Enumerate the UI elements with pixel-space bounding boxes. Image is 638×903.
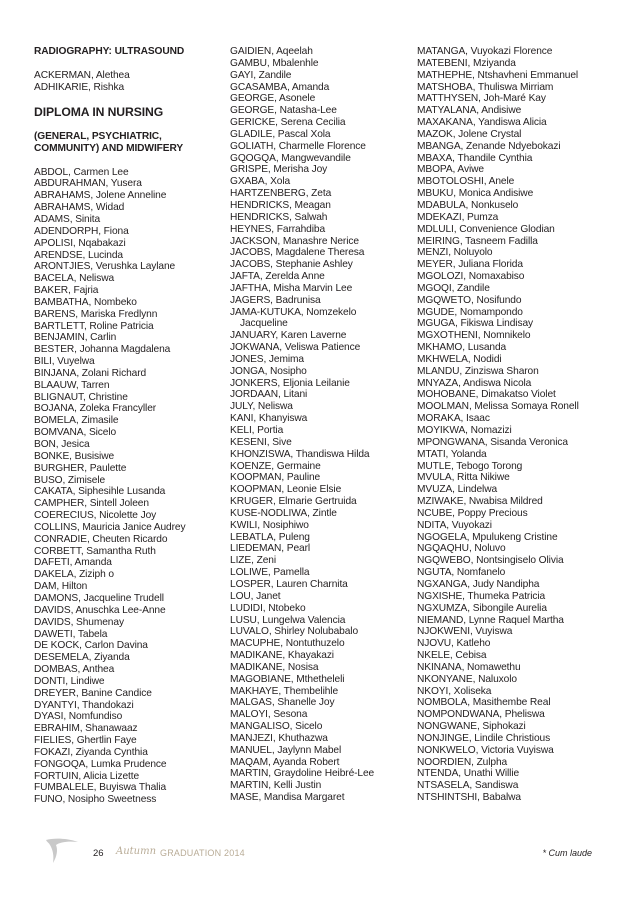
graduate-name: HARTZENBERG, Zeta bbox=[230, 188, 332, 200]
graduate-name: NCUBE, Poppy Precious bbox=[417, 507, 528, 519]
graduate-name: ACKERMAN, Alethea bbox=[34, 69, 130, 81]
graduate-name: ADHIKARIE, Rishka bbox=[34, 81, 125, 93]
graduate-name: MKHWELA, Nodidi bbox=[417, 353, 502, 365]
graduate-name: MVULA, Ritta Nikiwe bbox=[417, 472, 510, 484]
graduate-name: NKONYANE, Naluxolo bbox=[417, 673, 517, 685]
graduate-name: NONKWELO, Victoria Vuyiswa bbox=[417, 744, 554, 756]
graduate-name: BARTLETT, Roline Patricia bbox=[34, 320, 154, 332]
graduate-name: JONES, Jemima bbox=[230, 353, 304, 365]
graduate-name: FORTUIN, Alicia Lizette bbox=[34, 770, 140, 782]
graduate-name: MANJEZI, Khuthazwa bbox=[230, 732, 328, 744]
graduate-name: GCASAMBA, Amanda bbox=[230, 81, 330, 93]
graduate-name: GLADILE, Pascal Xola bbox=[230, 128, 331, 140]
graduate-name: FUMBALELE, Buyiswa Thalia bbox=[34, 782, 167, 794]
graduate-name: MDEKAZI, Pumza bbox=[417, 211, 499, 223]
graduate-name: MBAXA, Thandile Cynthia bbox=[417, 152, 533, 164]
graduate-name: MTATI, Yolanda bbox=[417, 448, 487, 460]
brand-graduation-text: GRADUATION 2014 bbox=[160, 848, 245, 858]
graduate-name: JACKSON, Manashre Nerice bbox=[230, 235, 359, 247]
graduate-name: ARENDSE, Lucinda bbox=[34, 249, 123, 261]
graduate-name: HENDRICKS, Meagan bbox=[230, 199, 331, 211]
graduate-name: HENDRICKS, Salwah bbox=[230, 211, 328, 223]
graduate-name: MAXAKANA, Yandiswa Alicia bbox=[417, 117, 547, 129]
graduate-name: DESEMELA, Ziyanda bbox=[34, 652, 130, 664]
graduate-name: BINJANA, Zolani Richard bbox=[34, 367, 147, 379]
graduate-name: JONKERS, Eljonia Leilanie bbox=[230, 377, 350, 389]
graduate-name: NIEMAND, Lynne Raquel Martha bbox=[417, 614, 564, 626]
graduate-name: KUSE-NODLIWA, Zintle bbox=[230, 507, 337, 519]
graduate-name: MPONGWANA, Sisanda Veronica bbox=[417, 436, 568, 448]
graduate-name: BONKE, Busisiwe bbox=[34, 450, 115, 462]
graduate-name: MATTHYSEN, Joh-Maré Kay bbox=[417, 93, 546, 105]
graduate-name: ABDOL, Carmen Lee bbox=[34, 166, 129, 178]
graduate-name: MATYALANA, Andisiwe bbox=[417, 105, 522, 117]
graduate-name: LOSPER, Lauren Charnita bbox=[230, 578, 348, 590]
graduate-name: JAFTA, Zerelda Anne bbox=[230, 271, 325, 283]
graduate-name: BILI, Vuyelwa bbox=[34, 356, 95, 368]
section-heading: (GENERAL, PSYCHIATRIC, bbox=[34, 131, 162, 143]
graduate-name: HEYNES, Farrahdiba bbox=[230, 223, 326, 235]
graduate-name: KWILI, Nosiphiwo bbox=[230, 519, 309, 531]
graduate-name: JULY, Neliswa bbox=[230, 401, 293, 413]
graduate-name: BACELA, Neliswa bbox=[34, 273, 115, 285]
graduate-name: MVUZA, Lindelwa bbox=[417, 484, 498, 496]
graduate-name: BURGHER, Paulette bbox=[34, 462, 127, 474]
graduate-name: MGOQI, Zandile bbox=[417, 282, 490, 294]
graduate-name: MATHEPHE, Ntshavheni Emmanuel bbox=[417, 69, 579, 81]
graduate-name: MBOTOLOSHI, Anele bbox=[417, 176, 515, 188]
graduate-name: LOLIWE, Pamella bbox=[230, 567, 310, 579]
graduate-name: MBUKU, Monica Andisiwe bbox=[417, 188, 534, 200]
names-column-2 bbox=[230, 46, 416, 804]
graduate-name: GAIDIEN, Aqeelah bbox=[230, 46, 313, 57]
graduate-name: MALGAS, Shanelle Joy bbox=[230, 697, 335, 709]
graduate-name: ARONTJIES, Verushka Laylane bbox=[34, 261, 176, 273]
graduate-name: MENZI, Noluyolo bbox=[417, 247, 493, 259]
graduate-name: MASE, Mandisa Margaret bbox=[230, 792, 345, 804]
names-column-1 bbox=[34, 46, 220, 806]
graduate-name: LIZE, Zeni bbox=[230, 555, 276, 567]
graduate-name: NDITA, Vuyokazi bbox=[417, 519, 492, 531]
graduate-name: LEBATLA, Puleng bbox=[230, 531, 310, 543]
graduate-name: DONTI, Lindiwe bbox=[34, 675, 105, 687]
graduate-name: NOORDIEN, Zulpha bbox=[417, 756, 508, 768]
brand-swoosh-icon bbox=[44, 836, 80, 866]
graduate-name: NKOYI, Xoliseka bbox=[417, 685, 492, 697]
graduate-name: MOYIKWA, Nomazizi bbox=[417, 425, 512, 436]
graduate-name: JANUARY, Karen Laverne bbox=[230, 330, 347, 342]
graduate-name: MAKHAYE, Thembelihle bbox=[230, 685, 339, 697]
graduate-name: MADIKANE, Nosisa bbox=[230, 661, 319, 673]
graduate-name: KELI, Portia bbox=[230, 425, 284, 436]
graduate-name: GQOGQA, Mangwevandile bbox=[230, 152, 351, 164]
graduate-name: JACOBS, Stephanie Ashley bbox=[230, 259, 353, 271]
graduate-name: BAKER, Fajria bbox=[34, 285, 99, 297]
graduate-name: DYASI, Nomfundiso bbox=[34, 711, 123, 723]
graduate-name: MGUDE, Nomampondo bbox=[417, 306, 523, 318]
graduate-name: DAWETI, Tabela bbox=[34, 628, 108, 640]
graduate-name: MORAKA, Isaac bbox=[417, 413, 490, 425]
spacer bbox=[34, 155, 220, 167]
section-heading: RADIOGRAPHY: ULTRASOUND bbox=[34, 46, 185, 57]
graduate-name: APOLISI, Nqabakazi bbox=[34, 237, 126, 249]
graduate-name: NTSASELA, Sandiswa bbox=[417, 780, 519, 792]
graduate-name: CONRADIE, Cheuten Ricardo bbox=[34, 533, 168, 545]
graduate-name: ABDURAHMAN, Yusera bbox=[34, 178, 142, 190]
graduate-name: BLAAUW, Tarren bbox=[34, 379, 110, 391]
cum-laude-footnote: * Cum laude bbox=[542, 848, 592, 858]
graduate-name: NGOGELA, Mpulukeng Cristine bbox=[417, 531, 558, 543]
graduate-name: KOOPMAN, Pauline bbox=[230, 472, 321, 484]
graduate-name: MDABULA, Nonkuselo bbox=[417, 199, 519, 211]
graduate-name: GRISPE, Merisha Joy bbox=[230, 164, 328, 176]
section-heading: DIPLOMA IN NURSING bbox=[34, 105, 164, 120]
graduate-name: MUTLE, Tebogo Torong bbox=[417, 460, 523, 472]
graduate-name: NJOVU, Katleho bbox=[417, 638, 491, 650]
graduate-name: MOOLMAN, Melissa Somaya Ronell bbox=[417, 401, 579, 413]
graduate-name: NGXUMZA, Sibongile Aurelia bbox=[417, 602, 547, 614]
graduate-name: MALOYI, Sesona bbox=[230, 709, 308, 721]
graduate-name: LUVALO, Shirley Nolubabalo bbox=[230, 626, 359, 638]
graduate-name: FUNO, Nosipho Sweetness bbox=[34, 794, 157, 806]
graduate-name: BENJAMIN, Carlin bbox=[34, 332, 117, 344]
graduate-name: NOMBOLA, Masithembe Real bbox=[417, 697, 551, 709]
graduate-name: MOHOBANE, Dimakatso Violet bbox=[417, 389, 556, 401]
graduate-name: NGQWEBO, Nontsingiselo Olivia bbox=[417, 555, 564, 567]
graduate-name: FIELIES, Ghertlin Faye bbox=[34, 735, 137, 747]
graduate-name: MATANGA, Vuyokazi Florence bbox=[417, 46, 553, 57]
graduate-name: JORDAAN, Litani bbox=[230, 389, 308, 401]
graduate-name: JAFTHA, Misha Marvin Lee bbox=[230, 282, 353, 294]
graduate-name: NGXANGA, Judy Nandipha bbox=[417, 578, 540, 590]
graduate-name: LUSU, Lungelwa Valencia bbox=[230, 614, 346, 626]
graduate-name: NOMPONDWANA, Pheliswa bbox=[417, 709, 545, 721]
graduate-name: MARTIN, Kelli Justin bbox=[230, 780, 322, 792]
graduate-name: BARENS, Mariska Fredlynn bbox=[34, 308, 158, 320]
graduate-name: NGUTA, Nomfanelo bbox=[417, 567, 506, 579]
graduate-name: NGXISHE, Thumeka Patricia bbox=[417, 590, 546, 602]
graduate-name: GAYI, Zandile bbox=[230, 69, 292, 81]
graduate-name: MADIKANE, Khayakazi bbox=[230, 650, 334, 662]
section-heading: COMMUNITY) AND MIDWIFERY bbox=[34, 142, 184, 154]
graduate-name: FOKAZI, Ziyanda Cynthia bbox=[34, 746, 148, 758]
graduate-name: Jacqueline bbox=[240, 318, 288, 330]
graduate-name: DOMBAS, Anthea bbox=[34, 664, 115, 676]
page-number: 26 bbox=[93, 848, 104, 859]
graduate-name: JAMA-KUTUKA, Nomzekelo bbox=[230, 306, 357, 318]
graduate-name: MAQAM, Ayanda Robert bbox=[230, 756, 340, 768]
graduate-name: MBANGA, Zenande Ndyebokazi bbox=[417, 140, 561, 152]
graduate-name: JAGERS, Badrunisa bbox=[230, 294, 321, 306]
graduate-name: NONJINGE, Lindile Christious bbox=[417, 732, 551, 744]
page-footer bbox=[0, 836, 638, 866]
graduate-name: GEORGE, Natasha-Lee bbox=[230, 105, 337, 117]
graduate-name: COERECIUS, Nicolette Joy bbox=[34, 510, 157, 522]
graduate-name: GOLIATH, Charmelle Florence bbox=[230, 140, 366, 152]
graduate-name: MACUPHE, Nontuthuzelo bbox=[230, 638, 345, 650]
graduate-name: DAKELA, Ziziph o bbox=[34, 569, 114, 581]
graduate-name: NKINANA, Nomawethu bbox=[417, 661, 521, 673]
graduate-name: MDLULI, Convenience Glodian bbox=[417, 223, 555, 235]
graduate-name: MZIWAKE, Nwabisa Mildred bbox=[417, 496, 543, 508]
graduate-name: NTENDA, Unathi Willie bbox=[417, 768, 520, 780]
graduate-name: MAGOBIANE, Mthetheleli bbox=[230, 673, 345, 685]
graduate-name: MBOPA, Aviwe bbox=[417, 164, 484, 176]
graduate-name: COLLINS, Mauricia Janice Audrey bbox=[34, 521, 186, 533]
graduate-name: KHONZISWA, Thandiswa Hilda bbox=[230, 448, 370, 460]
spacer bbox=[34, 58, 220, 70]
graduate-name: BESTER, Johanna Magdalena bbox=[34, 344, 171, 356]
graduate-name: JOKWANA, Veliswa Patience bbox=[230, 342, 361, 354]
graduate-name: BOMELA, Zimasile bbox=[34, 415, 119, 427]
graduate-name: LUDIDI, Ntobeko bbox=[230, 602, 306, 614]
graduate-name: NKELE, Cebisa bbox=[417, 650, 487, 662]
graduate-name: KESENI, Sive bbox=[230, 436, 292, 448]
graduate-name: BLIGNAUT, Christine bbox=[34, 391, 128, 403]
graduate-name: BOMVANA, Sicelo bbox=[34, 427, 117, 439]
graduate-name: NTSHINTSHI, Babalwa bbox=[417, 792, 521, 804]
graduate-name: BUSO, Zimisele bbox=[34, 474, 106, 486]
graduate-name: BOJANA, Zoleka Francyller bbox=[34, 403, 157, 415]
graduate-name: MATEBENI, Mziyanda bbox=[417, 57, 516, 69]
graduate-name: MKHAMO, Lusanda bbox=[417, 342, 507, 354]
graduate-name: MLANDU, Zinziswa Sharon bbox=[417, 365, 539, 377]
graduate-name: NGQAQHU, Noluvo bbox=[417, 543, 506, 555]
graduate-name: MANGALISO, Sicelo bbox=[230, 721, 323, 733]
graduate-name: BON, Jesica bbox=[34, 439, 90, 450]
spacer bbox=[34, 119, 220, 131]
graduate-name: DAFETI, Amanda bbox=[34, 557, 112, 569]
graduate-name: DE KOCK, Carlon Davina bbox=[34, 640, 148, 652]
graduate-name: MGXOTHENI, Nomnikelo bbox=[417, 330, 531, 342]
graduate-name: KOOPMAN, Leonie Elsie bbox=[230, 484, 342, 496]
graduate-name: MGQWETO, Nosifundo bbox=[417, 294, 522, 306]
graduate-name: KOENZE, Germaine bbox=[230, 460, 321, 472]
graduate-name: MGUGA, Fikiswa Lindisay bbox=[417, 318, 534, 330]
graduate-name: MARTIN, Graydoline Heibré-Lee bbox=[230, 768, 375, 780]
graduate-name: MANUEL, Jaylynn Mabel bbox=[230, 744, 342, 756]
graduate-name: ADAMS, Sinita bbox=[34, 213, 101, 225]
graduate-name: NONGWANE, Siphokazi bbox=[417, 721, 526, 733]
graduate-name: FONGOQA, Lumka Prudence bbox=[34, 758, 167, 770]
graduate-name: GXABA, Xola bbox=[230, 176, 291, 188]
graduate-name: JACOBS, Magdalene Theresa bbox=[230, 247, 365, 259]
spacer bbox=[34, 93, 220, 105]
graduate-name: DAVIDS, Shumenay bbox=[34, 616, 124, 628]
graduate-name: MEIRING, Tasneem Fadilla bbox=[417, 235, 538, 247]
names-column-3 bbox=[417, 46, 617, 804]
graduate-name: EBRAHIM, Shanawaaz bbox=[34, 723, 138, 735]
graduate-name: DYANTYI, Thandokazi bbox=[34, 699, 134, 711]
graduate-name: MGOLOZI, Nomaxabiso bbox=[417, 271, 525, 283]
graduate-name: NJOKWENI, Vuyiswa bbox=[417, 626, 513, 638]
graduate-name: CAKATA, Siphesihle Lusanda bbox=[34, 486, 166, 498]
graduate-name: CAMPHER, Sintell Joleen bbox=[34, 498, 149, 510]
graduate-name: JONGA, Nosipho bbox=[230, 365, 307, 377]
graduate-name: BAMBATHA, Nombeko bbox=[34, 296, 137, 308]
graduate-name: MNYAZA, Andiswa Nicola bbox=[417, 377, 532, 389]
brand-script-text: Autumn bbox=[116, 846, 157, 857]
graduate-name: DAMONS, Jacqueline Trudell bbox=[34, 592, 164, 604]
graduate-name: DREYER, Banine Candice bbox=[34, 687, 152, 699]
graduate-name: GAMBU, Mbalenhle bbox=[230, 57, 319, 69]
graduate-name: GERICKE, Serena Cecilia bbox=[230, 117, 346, 129]
graduate-name: GEORGE, Asonele bbox=[230, 93, 316, 105]
graduate-name: DAVIDS, Anuschka Lee-Anne bbox=[34, 604, 166, 616]
graduate-name: MAZOK, Jolene Crystal bbox=[417, 128, 522, 140]
graduate-name: ABRAHAMS, Widad bbox=[34, 202, 125, 214]
graduate-name: ABRAHAMS, Jolene Anneline bbox=[34, 190, 167, 202]
graduate-name: MEYER, Juliana Florida bbox=[417, 259, 523, 271]
graduate-name: KANI, Khanyiswa bbox=[230, 413, 308, 425]
graduate-name: LIEDEMAN, Pearl bbox=[230, 543, 311, 555]
graduate-name: DAM, Hilton bbox=[34, 581, 88, 593]
graduate-name: LOU, Janet bbox=[230, 590, 281, 602]
graduate-name: MATSHOBA, Thuliswa Mirriam bbox=[417, 81, 554, 93]
graduate-name: CORBETT, Samantha Ruth bbox=[34, 545, 156, 557]
graduate-name: ADENDORPH, Fiona bbox=[34, 225, 129, 237]
graduate-name: KRUGER, Elmarie Gertruida bbox=[230, 496, 357, 508]
